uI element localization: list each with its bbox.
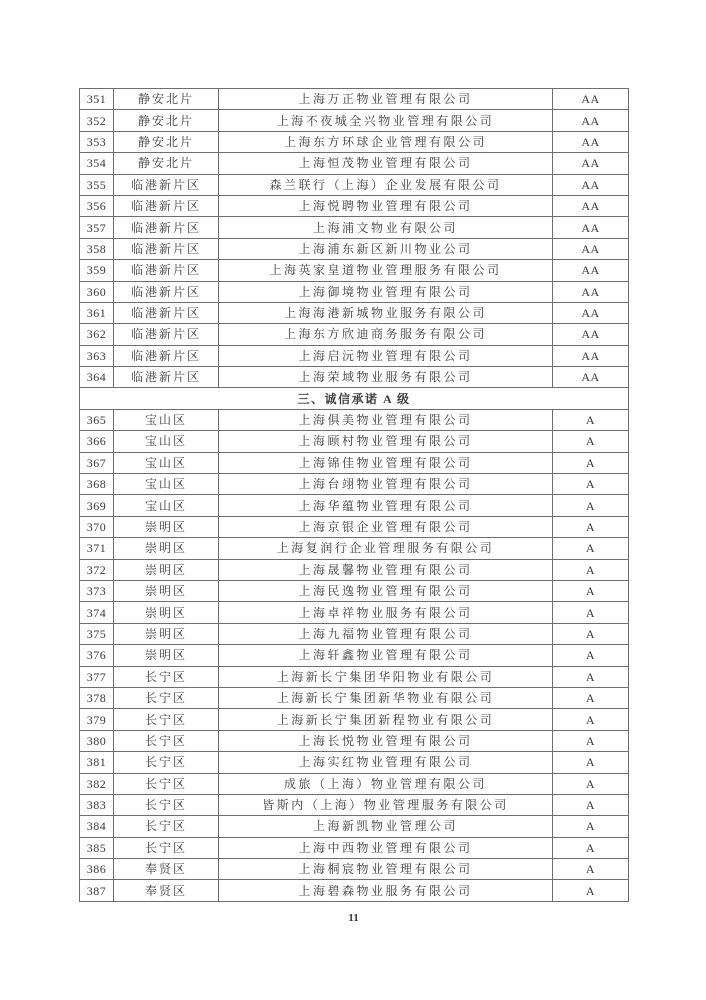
- district-cell: 临港新片区: [114, 260, 219, 281]
- company-rating-table: [79, 88, 629, 902]
- table-row: [80, 174, 629, 195]
- rating-cell: AA: [553, 260, 629, 281]
- rating-cell: A: [553, 687, 629, 708]
- row-number-cell: 372: [80, 559, 114, 580]
- table-row: [80, 110, 629, 131]
- row-number-cell: 365: [80, 409, 114, 430]
- company-name-cell: 上海英家皇道物业管理服务有限公司: [219, 260, 553, 281]
- district-cell: 长宁区: [114, 794, 219, 815]
- row-number-cell: 363: [80, 345, 114, 366]
- company-name-cell: 上海晟馨物业管理有限公司: [219, 559, 553, 580]
- row-number-cell: 373: [80, 580, 114, 601]
- row-number-cell: 355: [80, 174, 114, 195]
- row-number-cell: 375: [80, 623, 114, 644]
- company-name-cell: 上海台翊物业管理有限公司: [219, 474, 553, 495]
- district-cell: 临港新片区: [114, 367, 219, 388]
- row-number-cell: 364: [80, 367, 114, 388]
- company-name-cell: 上海京银企业管理有限公司: [219, 516, 553, 537]
- row-number-cell: 370: [80, 516, 114, 537]
- district-cell: 崇明区: [114, 559, 219, 580]
- district-cell: 临港新片区: [114, 217, 219, 238]
- company-name-cell: 上海中西物业管理有限公司: [219, 837, 553, 858]
- rating-cell: AA: [553, 238, 629, 259]
- row-number-cell: 354: [80, 153, 114, 174]
- rating-cell: A: [553, 794, 629, 815]
- rating-cell: AA: [553, 281, 629, 302]
- district-cell: 长宁区: [114, 730, 219, 751]
- rating-cell: A: [553, 623, 629, 644]
- rating-cell: AA: [553, 110, 629, 131]
- table-row: [80, 687, 629, 708]
- row-number-cell: 367: [80, 452, 114, 473]
- company-name-cell: 上海锦佳物业管理有限公司: [219, 452, 553, 473]
- company-name-cell: 上海御境物业管理有限公司: [219, 281, 553, 302]
- row-number-cell: 380: [80, 730, 114, 751]
- page-number: 11: [348, 912, 359, 924]
- row-number-cell: 384: [80, 816, 114, 837]
- table-row: [80, 773, 629, 794]
- row-number-cell: 369: [80, 495, 114, 516]
- row-number-cell: 352: [80, 110, 114, 131]
- table-row: [80, 345, 629, 366]
- table-row: [80, 859, 629, 880]
- district-cell: 临港新片区: [114, 281, 219, 302]
- district-cell: 静安北片: [114, 110, 219, 131]
- rating-cell: A: [553, 773, 629, 794]
- table-row: [80, 131, 629, 152]
- table-row: [80, 816, 629, 837]
- rating-cell: AA: [553, 367, 629, 388]
- company-name-cell: 上海东方环球企业管理有限公司: [219, 131, 553, 152]
- district-cell: 宝山区: [114, 495, 219, 516]
- company-name-cell: 上海俱美物业管理有限公司: [219, 409, 553, 430]
- company-name-cell: 上海新长宁集团新程物业有限公司: [219, 709, 553, 730]
- district-cell: 崇明区: [114, 580, 219, 601]
- company-name-cell: 上海悦聘物业管理有限公司: [219, 195, 553, 216]
- company-name-cell: 皆斯内（上海）物业管理服务有限公司: [219, 794, 553, 815]
- row-number-cell: 387: [80, 880, 114, 901]
- rating-cell: A: [553, 645, 629, 666]
- company-name-cell: 上海启沅物业管理有限公司: [219, 345, 553, 366]
- rating-cell: AA: [553, 131, 629, 152]
- district-cell: 长宁区: [114, 687, 219, 708]
- table-row: [80, 153, 629, 174]
- row-number-cell: 378: [80, 687, 114, 708]
- company-name-cell: 上海东方欣迪商务服务有限公司: [219, 324, 553, 345]
- district-cell: 宝山区: [114, 409, 219, 430]
- row-number-cell: 368: [80, 474, 114, 495]
- row-number-cell: 353: [80, 131, 114, 152]
- row-number-cell: 357: [80, 217, 114, 238]
- row-number-cell: 377: [80, 666, 114, 687]
- rating-cell: A: [553, 474, 629, 495]
- company-name-cell: 上海顾村物业管理有限公司: [219, 431, 553, 452]
- rating-cell: A: [553, 538, 629, 559]
- rating-cell: AA: [553, 153, 629, 174]
- district-cell: 长宁区: [114, 816, 219, 837]
- table-row: [80, 302, 629, 323]
- rating-cell: A: [553, 516, 629, 537]
- rating-cell: A: [553, 709, 629, 730]
- district-cell: 长宁区: [114, 752, 219, 773]
- district-cell: 临港新片区: [114, 238, 219, 259]
- company-name-cell: 上海桐宸物业管理有限公司: [219, 859, 553, 880]
- companies-table-body: [80, 89, 629, 902]
- district-cell: 宝山区: [114, 474, 219, 495]
- rating-cell: AA: [553, 345, 629, 366]
- row-number-cell: 356: [80, 195, 114, 216]
- row-number-cell: 351: [80, 89, 114, 110]
- row-number-cell: 381: [80, 752, 114, 773]
- rating-cell: AA: [553, 302, 629, 323]
- rating-cell: AA: [553, 89, 629, 110]
- district-cell: 崇明区: [114, 516, 219, 537]
- rating-cell: AA: [553, 174, 629, 195]
- company-name-cell: 上海碧森物业服务有限公司: [219, 880, 553, 901]
- district-cell: 临港新片区: [114, 324, 219, 345]
- table-row: [80, 666, 629, 687]
- table-row: [80, 580, 629, 601]
- table-row: [80, 752, 629, 773]
- row-number-cell: 385: [80, 837, 114, 858]
- rating-cell: A: [553, 409, 629, 430]
- table-row: [80, 281, 629, 302]
- section-header-row: [80, 388, 629, 409]
- company-name-cell: 上海卓祥物业服务有限公司: [219, 602, 553, 623]
- row-number-cell: 362: [80, 324, 114, 345]
- rating-cell: A: [553, 816, 629, 837]
- company-name-cell: 上海恒茂物业管理有限公司: [219, 153, 553, 174]
- rating-cell: A: [553, 452, 629, 473]
- table-row: [80, 837, 629, 858]
- table-row: [80, 538, 629, 559]
- rating-cell: A: [553, 559, 629, 580]
- company-name-cell: 上海海港新城物业服务有限公司: [219, 302, 553, 323]
- rating-cell: A: [553, 495, 629, 516]
- row-number-cell: 379: [80, 709, 114, 730]
- table-row: [80, 623, 629, 644]
- row-number-cell: 382: [80, 773, 114, 794]
- company-name-cell: 上海华蕴物业管理有限公司: [219, 495, 553, 516]
- company-name-cell: 上海荣域物业服务有限公司: [219, 367, 553, 388]
- table-row: [80, 324, 629, 345]
- company-name-cell: 上海万正物业管理有限公司: [219, 89, 553, 110]
- district-cell: 崇明区: [114, 602, 219, 623]
- company-name-cell: 上海民逸物业管理有限公司: [219, 580, 553, 601]
- table-row: [80, 516, 629, 537]
- row-number-cell: 361: [80, 302, 114, 323]
- table-row: [80, 409, 629, 430]
- table-row: [80, 367, 629, 388]
- company-name-cell: 上海浦东新区新川物业公司: [219, 238, 553, 259]
- table-row: [80, 645, 629, 666]
- district-cell: 长宁区: [114, 666, 219, 687]
- rating-cell: A: [553, 431, 629, 452]
- district-cell: 宝山区: [114, 452, 219, 473]
- table-row: [80, 730, 629, 751]
- company-name-cell: 上海九福物业管理有限公司: [219, 623, 553, 644]
- district-cell: 奉贤区: [114, 880, 219, 901]
- rating-cell: A: [553, 666, 629, 687]
- district-cell: 静安北片: [114, 131, 219, 152]
- district-cell: 崇明区: [114, 623, 219, 644]
- row-number-cell: 359: [80, 260, 114, 281]
- rating-cell: A: [553, 730, 629, 751]
- district-cell: 静安北片: [114, 153, 219, 174]
- section-header-label: 三、诚信承诺 A 级: [80, 388, 629, 409]
- rating-cell: A: [553, 752, 629, 773]
- company-name-cell: 上海轩鑫物业管理有限公司: [219, 645, 553, 666]
- district-cell: 长宁区: [114, 773, 219, 794]
- company-name-cell: 上海实红物业管理有限公司: [219, 752, 553, 773]
- company-name-cell: 上海新长宁集团新华物业有限公司: [219, 687, 553, 708]
- district-cell: 长宁区: [114, 837, 219, 858]
- row-number-cell: 366: [80, 431, 114, 452]
- row-number-cell: 386: [80, 859, 114, 880]
- company-name-cell: 上海复润行企业管理服务有限公司: [219, 538, 553, 559]
- row-number-cell: 358: [80, 238, 114, 259]
- table-row: [80, 195, 629, 216]
- company-name-cell: 上海长悦物业管理有限公司: [219, 730, 553, 751]
- company-name-cell: 森兰联行（上海）企业发展有限公司: [219, 174, 553, 195]
- table-row: [80, 260, 629, 281]
- company-name-cell: 成旅（上海）物业管理有限公司: [219, 773, 553, 794]
- district-cell: 宝山区: [114, 431, 219, 452]
- district-cell: 临港新片区: [114, 345, 219, 366]
- table-row: [80, 89, 629, 110]
- district-cell: 崇明区: [114, 538, 219, 559]
- rating-cell: AA: [553, 217, 629, 238]
- rating-cell: A: [553, 880, 629, 901]
- row-number-cell: 383: [80, 794, 114, 815]
- rating-cell: AA: [553, 324, 629, 345]
- company-name-cell: 上海浦文物业有限公司: [219, 217, 553, 238]
- rating-cell: A: [553, 859, 629, 880]
- row-number-cell: 360: [80, 281, 114, 302]
- district-cell: 静安北片: [114, 89, 219, 110]
- rating-cell: A: [553, 837, 629, 858]
- table-row: [80, 709, 629, 730]
- row-number-cell: 376: [80, 645, 114, 666]
- table-row: [80, 794, 629, 815]
- district-cell: 奉贤区: [114, 859, 219, 880]
- company-name-cell: 上海新凯物业管理公司: [219, 816, 553, 837]
- table-row: [80, 474, 629, 495]
- table-row: [80, 495, 629, 516]
- row-number-cell: 374: [80, 602, 114, 623]
- table-row: [80, 880, 629, 901]
- rating-cell: AA: [553, 195, 629, 216]
- table-row: [80, 559, 629, 580]
- row-number-cell: 371: [80, 538, 114, 559]
- table-row: [80, 602, 629, 623]
- district-cell: 临港新片区: [114, 195, 219, 216]
- table-row: [80, 452, 629, 473]
- district-cell: 临港新片区: [114, 302, 219, 323]
- table-row: [80, 238, 629, 259]
- rating-cell: A: [553, 580, 629, 601]
- district-cell: 长宁区: [114, 709, 219, 730]
- district-cell: 临港新片区: [114, 174, 219, 195]
- company-name-cell: 上海新长宁集团华阳物业有限公司: [219, 666, 553, 687]
- table-row: [80, 431, 629, 452]
- district-cell: 崇明区: [114, 645, 219, 666]
- company-name-cell: 上海不夜城全兴物业管理有限公司: [219, 110, 553, 131]
- table-row: [80, 217, 629, 238]
- rating-cell: A: [553, 602, 629, 623]
